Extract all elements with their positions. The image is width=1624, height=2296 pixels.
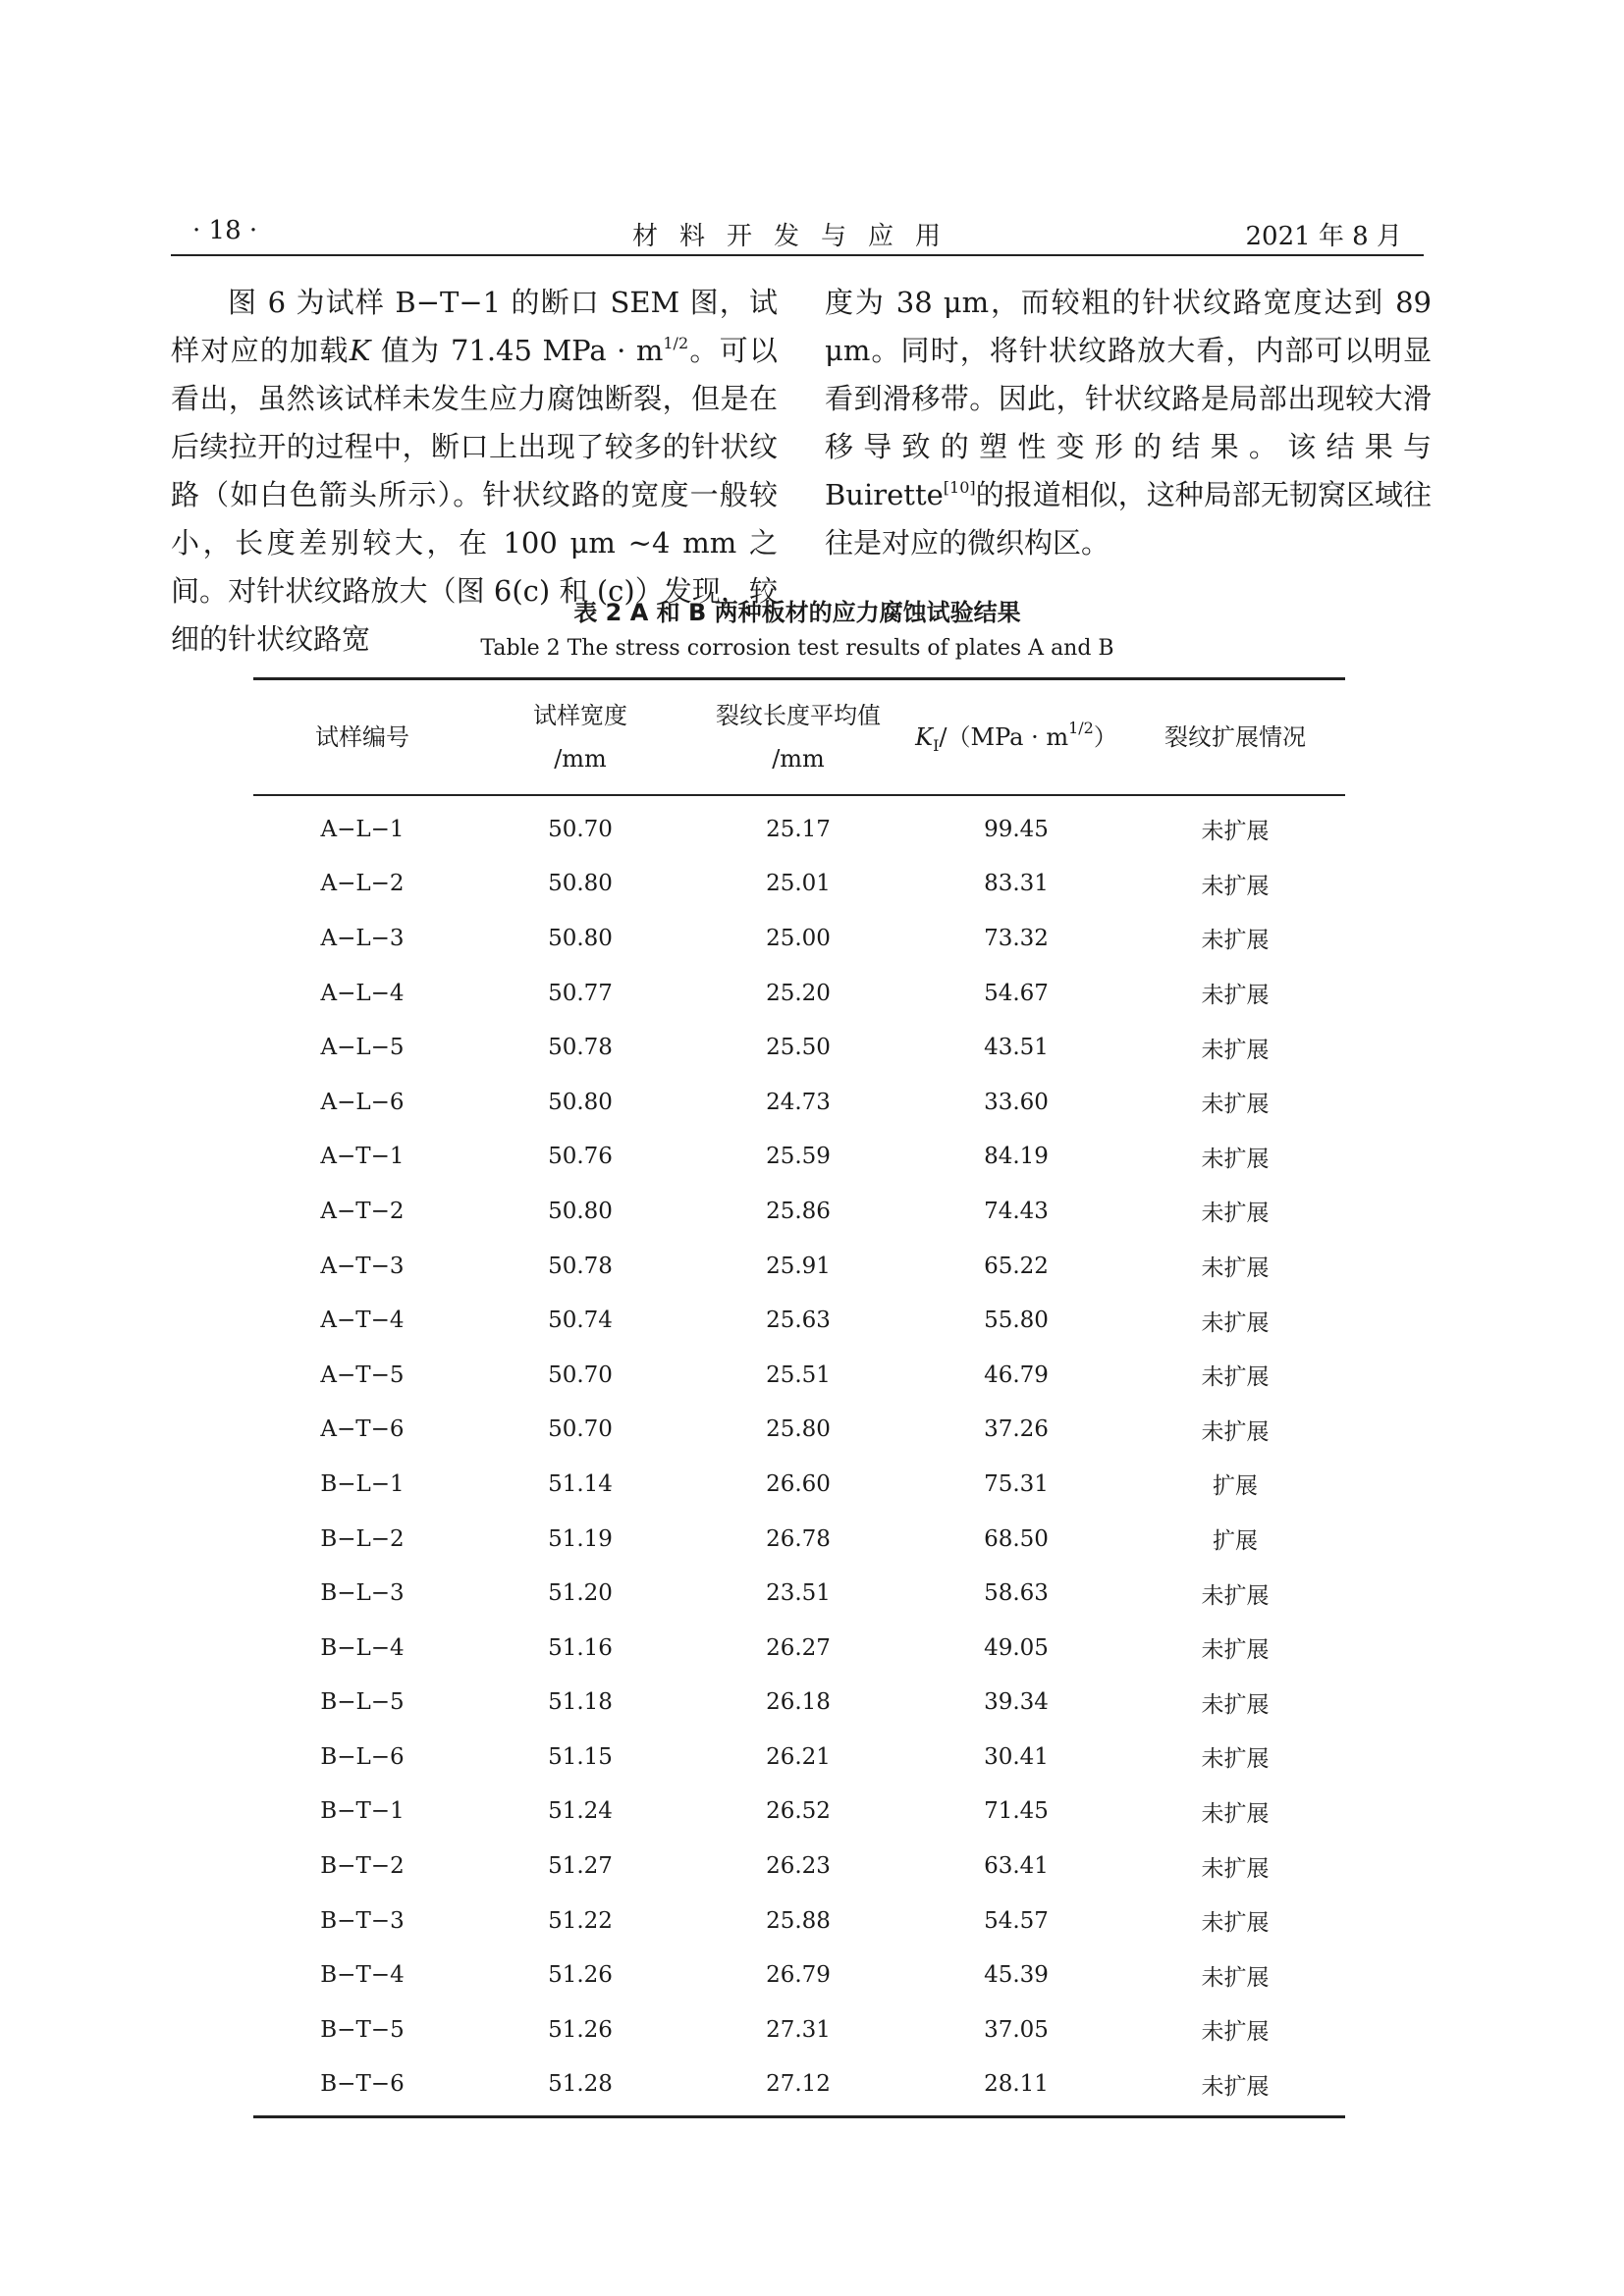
table-row (253, 1785, 1345, 1840)
cell-crack-length: 26.21 (766, 1743, 831, 1770)
cell-width: 50.74 (548, 1308, 613, 1334)
journal-title: 材料开发与应用 (631, 222, 962, 251)
header-ki: $K_I/(MPa \cdot m^{1/2})$ (915, 719, 1117, 755)
cell-ki: 83.31 (984, 871, 1049, 897)
cell-crack-growth: 未扩展 (1201, 1364, 1270, 1391)
cell-ki: 55.80 (984, 1308, 1049, 1334)
cell-width: 50.80 (548, 925, 613, 951)
cell-specimen-id: A−L−5 (320, 1035, 405, 1061)
cell-ki: 74.43 (984, 1198, 1049, 1224)
cell-crack-growth: 未扩展 (1201, 1201, 1270, 1227)
cell-specimen-id: A−L−1 (320, 816, 405, 842)
cell-ki: 54.67 (984, 980, 1049, 1006)
cell-specimen-id: A−T−2 (320, 1198, 405, 1224)
issue-date: 2021 年 8 月 (1245, 222, 1402, 251)
table-row (253, 1075, 1345, 1130)
cell-width: 51.18 (548, 1689, 613, 1716)
table-row (253, 2057, 1345, 2112)
cell-crack-growth: 未扩展 (1201, 1800, 1270, 1827)
cell-width: 51.27 (548, 1853, 613, 1880)
cell-crack-growth: 未扩展 (1201, 873, 1270, 899)
cell-crack-length: 26.18 (766, 1689, 831, 1716)
cell-specimen-id: B−T−2 (320, 1853, 405, 1880)
cell-specimen-id: A−T−1 (320, 1144, 405, 1170)
cell-crack-length: 25.00 (766, 925, 831, 951)
cell-crack-growth: 未扩展 (1201, 2073, 1270, 2100)
table-row (253, 857, 1345, 912)
paragraph: 度为 38 μm，而较粗的针状纹路宽度达到 89 μm。同时，将针状纹路放大看，内部可以明显看到滑移带。因此，针状纹路是局部出现较大滑移导致的塑性变形的结果。该结果与 Buirette[10]的报道相似，这种局部无韧窝区域往往是对应的微织构区。 (825, 286, 1432, 560)
results-table (253, 677, 1345, 2118)
table-row (253, 1948, 1345, 2002)
cell-specimen-id: A−L−4 (320, 980, 405, 1006)
cell-specimen-id: A−L−6 (320, 1089, 405, 1115)
page-number: · 18 · (192, 216, 258, 245)
cell-ki: 33.60 (984, 1089, 1049, 1115)
cell-crack-length: 25.17 (766, 816, 831, 842)
cell-ki: 99.45 (984, 816, 1049, 842)
cell-specimen-id: B−L−5 (320, 1689, 405, 1716)
cell-crack-length: 25.91 (766, 1253, 831, 1279)
cell-crack-growth: 未扩展 (1201, 1255, 1270, 1282)
cell-crack-growth: 未扩展 (1201, 819, 1270, 845)
table-row (253, 2002, 1345, 2057)
table-row (253, 1566, 1345, 1621)
cell-width: 51.24 (548, 1798, 613, 1825)
cell-crack-length: 26.78 (766, 1525, 831, 1552)
table-row (253, 1457, 1345, 1512)
cell-crack-length: 26.27 (766, 1634, 831, 1661)
cell-specimen-id: B−T−4 (320, 1962, 405, 1989)
right-column-text (825, 279, 1432, 567)
cell-specimen-id: B−L−1 (320, 1470, 405, 1497)
header-specimen-width: 试样宽度 /mm (533, 702, 627, 773)
cell-crack-length: 25.51 (766, 1362, 831, 1388)
cell-width: 51.26 (548, 2016, 613, 2043)
cell-specimen-id: A−T−6 (320, 1416, 405, 1443)
cell-crack-growth: 未扩展 (1201, 1691, 1270, 1718)
cell-crack-length: 26.52 (766, 1798, 831, 1825)
table-caption-cn: 表 2 A 和 B 两种板材的应力腐蚀试验结果 (573, 599, 1021, 626)
cell-crack-length: 25.59 (766, 1144, 831, 1170)
cell-ki: 37.05 (984, 2016, 1049, 2043)
cell-specimen-id: B−T−1 (320, 1798, 405, 1825)
cell-crack-length: 26.60 (766, 1470, 831, 1497)
table-row (253, 802, 1345, 857)
table-row (253, 911, 1345, 966)
cell-ki: 28.11 (984, 2071, 1049, 2098)
table-body (253, 796, 1345, 2115)
cell-width: 50.76 (548, 1144, 613, 1170)
table-row (253, 1020, 1345, 1075)
cell-crack-growth: 未扩展 (1201, 1146, 1270, 1172)
table-row (253, 1894, 1345, 1949)
cell-crack-growth: 未扩展 (1201, 2019, 1270, 2046)
cell-crack-length: 27.12 (766, 2071, 831, 2098)
table-row (253, 1184, 1345, 1239)
cell-crack-length: 25.50 (766, 1035, 831, 1061)
cell-specimen-id: A−L−2 (320, 871, 405, 897)
cell-crack-length: 25.80 (766, 1416, 831, 1443)
cell-specimen-id: A−T−3 (320, 1253, 405, 1279)
table-row (253, 1348, 1345, 1403)
cell-width: 50.78 (548, 1035, 613, 1061)
cell-crack-growth: 未扩展 (1201, 1092, 1270, 1118)
cell-width: 51.22 (548, 1907, 613, 1934)
cell-specimen-id: B−L−2 (320, 1525, 405, 1552)
cell-crack-growth: 未扩展 (1201, 1037, 1270, 1063)
cell-ki: 68.50 (984, 1525, 1049, 1552)
cell-ki: 46.79 (984, 1362, 1049, 1388)
paragraph: 图 6 为试样 B−T−1 的断口 SEM 图，试样对应的加载K 值为 71.45 MPa · $m^{1/2}$。可以看出，虽然该试样未发生应力腐蚀断裂，但是在后续拉开的过程中，断口上出现了较多的针状纹路（如白色箭头所示）。针状纹路的宽度一般较小，长度差别较大，在 100 μm ~4 mm 之间。对针状纹路放大（图 6(c) 和 (c)）发现，较细的针状纹路宽 (171, 286, 778, 656)
cell-ki: 73.32 (984, 925, 1049, 951)
cell-crack-growth: 未扩展 (1201, 1582, 1270, 1609)
cell-width: 50.80 (548, 1198, 613, 1224)
cell-crack-length: 23.51 (766, 1580, 831, 1607)
cell-width: 50.70 (548, 1362, 613, 1388)
cell-crack-growth: 扩展 (1213, 1473, 1258, 1500)
header-rule (171, 254, 1424, 256)
cell-specimen-id: B−L−6 (320, 1743, 405, 1770)
table-row (253, 1839, 1345, 1894)
cell-width: 51.20 (548, 1580, 613, 1607)
cell-ki: 39.34 (984, 1689, 1049, 1716)
cell-crack-length: 24.73 (766, 1089, 831, 1115)
cell-specimen-id: B−T−5 (320, 2016, 405, 2043)
cell-crack-length: 25.01 (766, 871, 831, 897)
cell-width: 51.15 (548, 1743, 613, 1770)
cell-width: 51.26 (548, 1962, 613, 1989)
cell-crack-growth: 未扩展 (1201, 928, 1270, 954)
cell-ki: 75.31 (984, 1470, 1049, 1497)
cell-width: 50.80 (548, 1089, 613, 1115)
cell-specimen-id: B−L−4 (320, 1634, 405, 1661)
cell-width: 51.28 (548, 2071, 613, 2098)
cell-ki: 63.41 (984, 1853, 1049, 1880)
cell-ki: 58.63 (984, 1580, 1049, 1607)
cell-ki: 37.26 (984, 1416, 1049, 1443)
table-row (253, 1293, 1345, 1348)
cell-crack-growth: 未扩展 (1201, 1309, 1270, 1336)
cell-crack-length: 25.20 (766, 980, 831, 1006)
cell-width: 51.14 (548, 1470, 613, 1497)
table-header (253, 680, 1345, 794)
running-header (171, 210, 1424, 257)
cell-ki: 54.57 (984, 1907, 1049, 1934)
table-row (253, 1621, 1345, 1676)
cell-ki: 43.51 (984, 1035, 1049, 1061)
header-crack-growth: 裂纹扩展情况 (1164, 723, 1306, 751)
cell-ki: 30.41 (984, 1743, 1049, 1770)
cell-crack-growth: 未扩展 (1201, 1418, 1270, 1445)
cell-width: 50.77 (548, 980, 613, 1006)
cell-width: 50.70 (548, 816, 613, 842)
cell-crack-length: 25.63 (766, 1308, 831, 1334)
cell-specimen-id: B−L−3 (320, 1580, 405, 1607)
header-specimen-id: 试样编号 (315, 723, 409, 751)
cell-specimen-id: B−T−6 (320, 2071, 405, 2098)
cell-ki: 84.19 (984, 1144, 1049, 1170)
cell-crack-length: 27.31 (766, 2016, 831, 2043)
cell-crack-length: 26.79 (766, 1962, 831, 1989)
cell-crack-growth: 未扩展 (1201, 1746, 1270, 1773)
cell-width: 50.80 (548, 871, 613, 897)
header-crack-length: 裂纹长度平均值 /mm (716, 702, 881, 773)
cell-ki: 71.45 (984, 1798, 1049, 1825)
cell-crack-growth: 未扩展 (1201, 1855, 1270, 1882)
cell-width: 50.78 (548, 1253, 613, 1279)
cell-crack-length: 25.88 (766, 1907, 831, 1934)
cell-crack-growth: 未扩展 (1201, 1637, 1270, 1664)
k-symbol: K (349, 334, 371, 367)
table-row (253, 1239, 1345, 1294)
cell-crack-length: 26.23 (766, 1853, 831, 1880)
cell-ki: 45.39 (984, 1962, 1049, 1989)
table-row (253, 1676, 1345, 1731)
table-row (253, 1512, 1345, 1567)
cell-width: 51.16 (548, 1634, 613, 1661)
cell-specimen-id: A−T−5 (320, 1362, 405, 1388)
cell-crack-growth: 未扩展 (1201, 983, 1270, 1009)
table-caption-en: Table 2 The stress corrosion test results of plates A and B (480, 636, 1114, 661)
table-row (253, 1730, 1345, 1785)
cell-specimen-id: A−L−3 (320, 925, 405, 951)
cell-ki: 49.05 (984, 1634, 1049, 1661)
cell-specimen-id: B−T−3 (320, 1907, 405, 1934)
cell-crack-growth: 未扩展 (1201, 1910, 1270, 1937)
reference-marker: [10] (943, 478, 976, 497)
cell-ki: 65.22 (984, 1253, 1049, 1279)
cell-width: 50.70 (548, 1416, 613, 1443)
table-row (253, 966, 1345, 1021)
table-row (253, 1130, 1345, 1185)
cell-specimen-id: A−T−4 (320, 1308, 405, 1334)
cell-crack-growth: 未扩展 (1201, 1964, 1270, 1991)
table-row (253, 1403, 1345, 1458)
cell-crack-growth: 扩展 (1213, 1528, 1258, 1555)
cell-width: 51.19 (548, 1525, 613, 1552)
cell-crack-length: 25.86 (766, 1198, 831, 1224)
table-bottom-rule (253, 2115, 1345, 2118)
